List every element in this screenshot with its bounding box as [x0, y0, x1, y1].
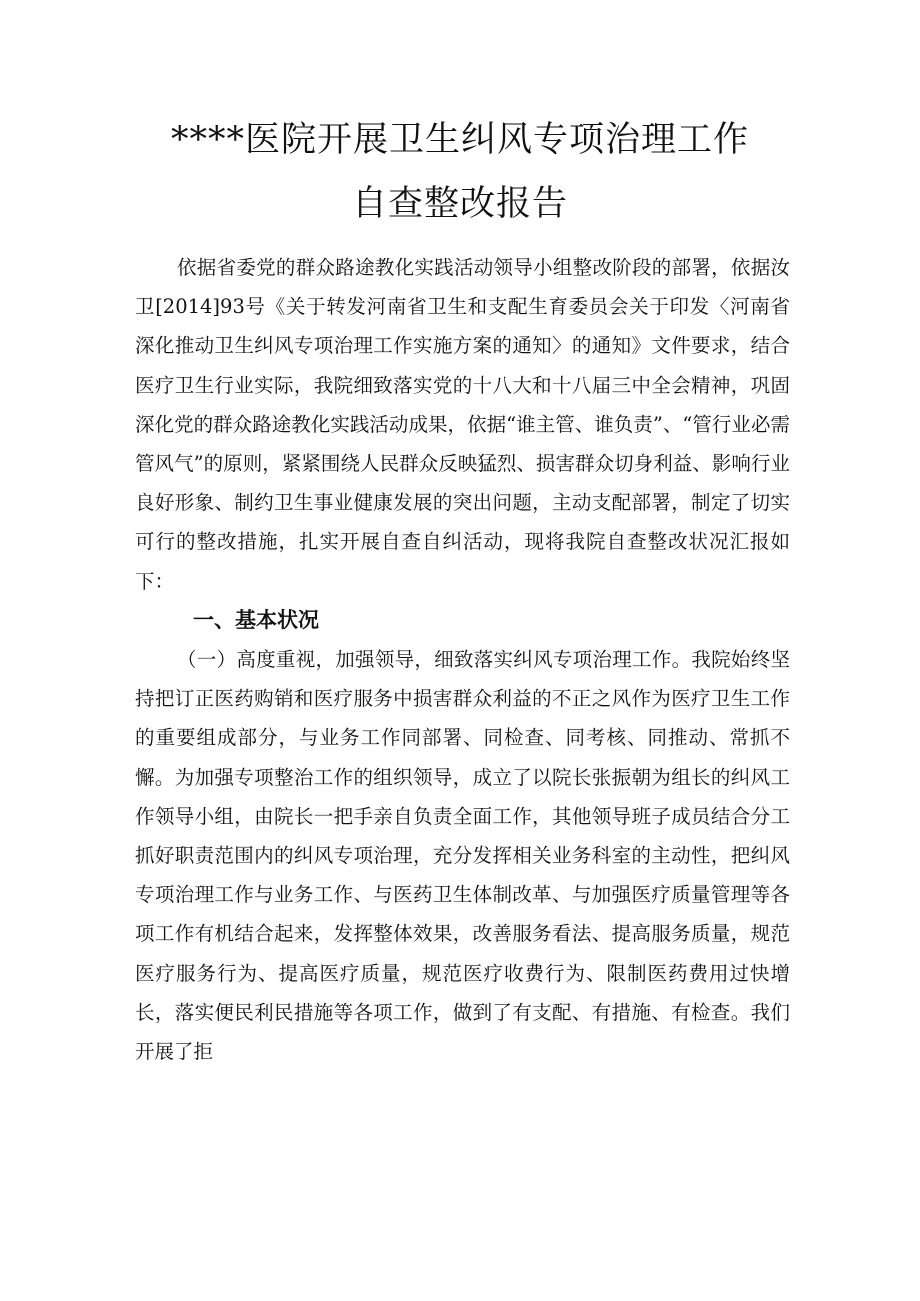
document-title-line-2: 自查整改报告	[351, 184, 568, 224]
section-heading-basic-status: 一、基本状况	[193, 607, 319, 632]
document-body	[135, 248, 790, 1071]
intro-paragraph: 依据省委党的群众路途教化实践活动领导小组整改阶段的部署，依据汝卫[2014]93号《关于转发河南省卫生和支配生育委员会关于印发〈河南省深化推动卫生纠风专项治理工作实施方案的通知〉的通知》文件要求，结合医疗卫生行业实际，我院细致落实党的十八大和十八届三中全会精神，巩固深化党的群众路途教化实践活动成果，依据“谁主管、谁负责”、“管行业必需管风气”的原则，紧紧围绕人民群众反映猛烈、损害群众切身利益、影响行业良好形象、制约卫生事业健康发展的突出问题，主动支配部署，制定了切实可行的整改措施，扎实开展自查自纠活动，现将我院自查整改状况汇报如下：	[135, 256, 790, 593]
document-title-line-1: ****医院开展卫生纠风专项治理工作	[170, 120, 749, 160]
section-paragraph-1: （一）高度重视，加强领导，细致落实纠风专项治理工作。我院始终坚持把订正医药购销和医疗服务中损害群众利益的不正之风作为医疗卫生工作的重要组成部分，与业务工作同部署、同检查、同考核、同推动、常抓不懈。为加强专项整治工作的组织领导，成立了以院长张振朝为组长的纠风工作领导小组，由院长一把手亲自负责全面工作，其他领导班子成员结合分工抓好职责范围内的纠风专项治理，充分发挥相关业务科室的主动性，把纠风专项治理工作与业务工作、与医药卫生体制改革、与加强医疗质量管理等各项工作有机结合起来，发挥整体效果，改善服务看法、提高服务质量，规范医疗服务行为、提高医疗质量，规范医疗收费行为、限制医药费用过快增长，落实便民利民措施等各项工作，做到了有支配、有措施、有检查。我们开展了拒	[135, 648, 790, 1064]
